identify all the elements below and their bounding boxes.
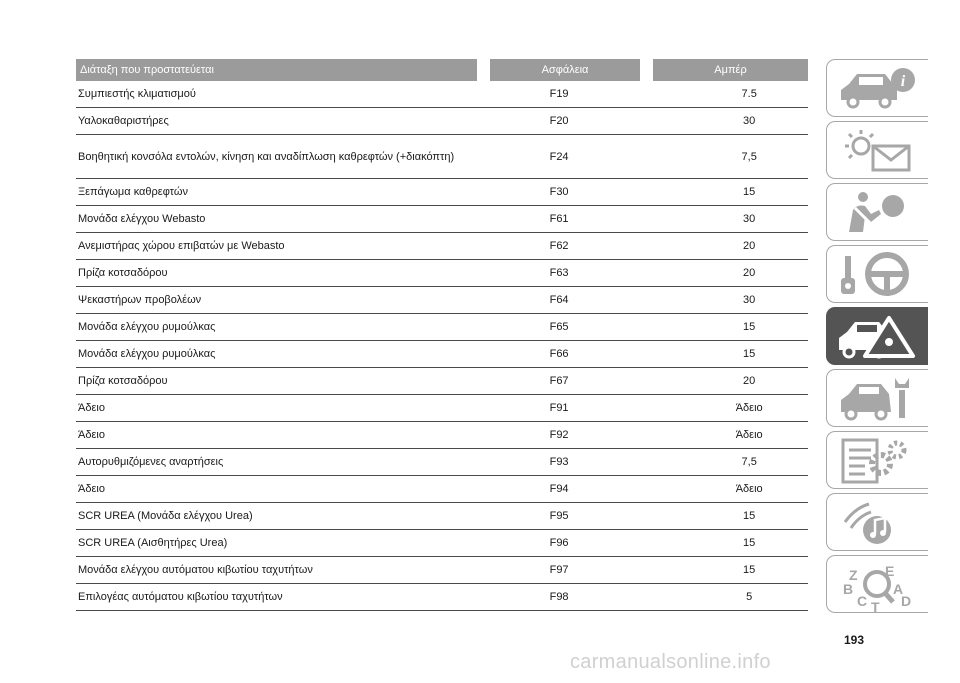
table-row: [76, 422, 808, 449]
svg-text:A: A: [893, 581, 904, 597]
row-amperes: Άδειο: [735, 483, 763, 495]
row-device: Επιλογέας αυτόματου κιβωτίου ταχυτήτων: [78, 591, 283, 603]
row-device: Ανεμιστήρας χώρου επιβατών με Webasto: [78, 240, 285, 252]
watermark: carmanualsonline.info: [570, 651, 771, 673]
row-fuse: F96: [549, 537, 569, 549]
chapter-tab[interactable]: [826, 307, 928, 365]
table-row: [76, 341, 808, 368]
table-row: [76, 395, 808, 422]
table-row: [76, 179, 808, 206]
row-device: Μονάδα ελέγχου αυτόματου κιβωτίου ταχυτήτων: [78, 564, 313, 576]
row-amperes: 15: [743, 186, 756, 198]
table-row: [76, 135, 808, 179]
svg-text:Z: Z: [849, 567, 858, 583]
row-fuse: F24: [549, 150, 569, 163]
table-body: [76, 81, 808, 611]
table-row: [76, 81, 808, 108]
row-fuse: F92: [549, 429, 569, 441]
chapter-tab[interactable]: [826, 183, 928, 241]
row-fuse: F63: [549, 267, 569, 279]
row-fuse: F98: [549, 591, 569, 603]
row-fuse: F64: [549, 294, 569, 306]
svg-text:T: T: [871, 599, 880, 614]
table-row: [76, 368, 808, 395]
row-fuse: F95: [549, 510, 569, 522]
row-amperes: 30: [743, 115, 756, 127]
chapter-tab[interactable]: [826, 121, 928, 179]
row-amperes: 30: [743, 294, 756, 306]
row-fuse: F65: [549, 321, 569, 333]
table-row: [76, 530, 808, 557]
row-device: Συμπιεστής κλιματισμού: [78, 88, 196, 100]
row-amperes: 15: [743, 321, 756, 333]
row-device: Μονάδα ελέγχου Webasto: [78, 213, 206, 225]
row-device: Μονάδα ελέγχου ρυμούλκας: [78, 348, 216, 360]
row-device: Υαλοκαθαριστήρες: [78, 115, 169, 127]
header-amperes: Αμπέρ: [653, 59, 808, 81]
chapter-tab[interactable]: [826, 245, 928, 303]
svg-text:B: B: [843, 581, 854, 597]
chapter-tab[interactable]: [826, 493, 928, 551]
row-device: Άδειο: [78, 483, 105, 495]
row-amperes: 15: [743, 348, 756, 360]
table-row: [76, 503, 808, 530]
chapter-tab[interactable]: [826, 369, 928, 427]
row-device: Πρίζα κοτσαδόρου: [78, 267, 168, 279]
row-device: SCR UREA (Μονάδα ελέγχου Urea): [78, 510, 253, 522]
row-device: Άδειο: [78, 402, 105, 414]
svg-text:E: E: [885, 563, 895, 579]
row-fuse: F67: [549, 375, 569, 387]
row-fuse: F30: [549, 186, 569, 198]
row-fuse: F62: [549, 240, 569, 252]
row-amperes: 7,5: [741, 150, 757, 163]
row-fuse: F20: [549, 115, 569, 127]
table-row: [76, 557, 808, 584]
row-device: SCR UREA (Αισθητήρες Urea): [78, 537, 228, 549]
svg-text:i: i: [900, 73, 906, 90]
fuse-table: [76, 59, 808, 611]
row-amperes: 7,5: [741, 456, 757, 468]
svg-text:D: D: [901, 593, 912, 609]
header-protected-device: Διάταξη που προστατεύεται: [76, 59, 477, 81]
row-device: Μονάδα ελέγχου ρυμούλκας: [78, 321, 216, 333]
table-row: [76, 108, 808, 135]
row-fuse: F94: [549, 483, 569, 495]
table-header: [76, 59, 808, 81]
row-fuse: F97: [549, 564, 569, 576]
row-fuse: F19: [549, 88, 569, 100]
table-row: [76, 476, 808, 503]
svg-text:C: C: [857, 593, 868, 609]
row-device: Ξεπάγωμα καθρεφτών: [78, 186, 188, 198]
row-device: Ψεκαστήρων προβολέων: [78, 294, 202, 306]
table-row: [76, 314, 808, 341]
table-row: [76, 206, 808, 233]
table-row: [76, 260, 808, 287]
row-fuse: F61: [549, 213, 569, 225]
table-row: [76, 233, 808, 260]
row-device: Άδειο: [78, 429, 105, 441]
row-fuse: F66: [549, 348, 569, 360]
row-amperes: 15: [743, 564, 756, 576]
row-amperes: 7.5: [741, 88, 757, 100]
row-device: Αυτορυθμιζόμενες αναρτήσεις: [78, 456, 224, 468]
row-device: Πρίζα κοτσαδόρου: [78, 375, 168, 387]
row-amperes: 15: [743, 510, 756, 522]
row-amperes: Άδειο: [735, 429, 763, 441]
row-amperes: 15: [743, 537, 756, 549]
row-fuse: F93: [549, 456, 569, 468]
row-amperes: 5: [746, 591, 753, 603]
chapter-tab[interactable]: [826, 555, 928, 613]
chapter-tab[interactable]: [826, 59, 928, 117]
table-row: [76, 287, 808, 314]
table-row: [76, 584, 808, 611]
header-fuse: Ασφάλεια: [490, 59, 640, 81]
page-number: 193: [844, 633, 865, 647]
row-amperes: 20: [743, 240, 756, 252]
chapter-tab[interactable]: [826, 431, 928, 489]
row-fuse: F91: [549, 402, 569, 414]
row-amperes: 20: [743, 267, 756, 279]
row-amperes: Άδειο: [735, 402, 763, 414]
row-amperes: 30: [743, 213, 756, 225]
row-device: Βοηθητική κονσόλα εντολών, κίνηση και αναδίπλωση καθρεφτών (+διακόπτη): [78, 150, 455, 163]
table-row: [76, 449, 808, 476]
row-amperes: 20: [743, 375, 756, 387]
